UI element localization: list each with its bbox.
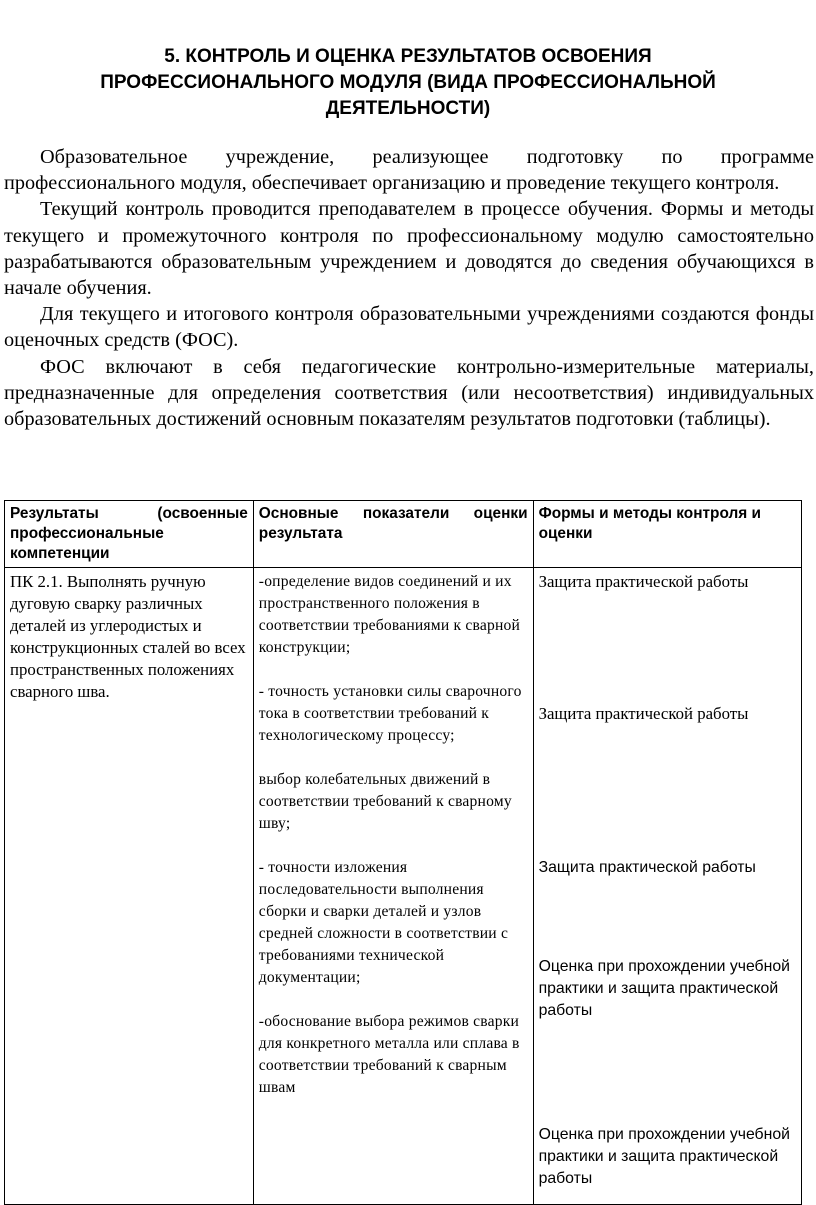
section-title [20,44,796,122]
method-item: Защита практической работы [538,859,756,876]
method-item: Защита практической работы [538,572,749,591]
paragraph-fos-contents: ФОС включают в себя педагогические контрольно-измерительные материалы, предназначенные для определения соответствия (или несоответствия) индивидуальных образовательных достижений основным показателям результатов подготовки (таблицы). [4,355,814,431]
method-item: Оценка при прохождении учебной практики и защита практической работы [538,1126,790,1187]
header-results: Результаты (освоенные профессиональные компетенции [5,501,254,568]
method-item: Защита практической работы [538,704,749,723]
indicator-item: выбор колебательных движений в соответствии требований к сварному шву; [258,771,512,832]
table-row [5,568,802,1205]
header-methods: Формы и методы контроля и оценки [533,501,801,568]
indicators-cell [253,568,533,1205]
assessment-table [4,500,802,1205]
paragraph-assessment-funds: Для текущего и итогового контроля образовательными учреждениями создаются фонды оценочных средств (ФОС). [4,303,814,352]
indicator-item: - точность установки силы сварочного тока в соответствии требований к технологическому процессу; [258,683,522,744]
indicator-item: - точности изложения последовательности выполнения сборки и сварки деталей и узлов средней сложности в соответствии с требованиями технической документации; [258,859,509,986]
section-title-line-3: ДЕЯТЕЛЬНОСТИ) [325,98,491,119]
paragraph-current-control: Текущий контроль проводится преподавателем в процессе обучения. Формы и методы текущего и промежуточного контроля по профессиональному модулю самостоятельно разрабатываются образовательным учреждением и доводятся до сведения обучающихся в начале обучения. [4,198,814,300]
table-header-row [5,501,802,568]
header-indicators: Основные показатели оценки результата [253,501,533,568]
paragraph-organization: Образовательное учреждение, реализующее подготовку по программе профессионального модуля, обеспечивает организацию и проведение текущего контроля. [4,146,814,195]
body-text [4,144,814,432]
result-cell: ПК 2.1. Выполнять ручную дуговую сварку различных деталей из углеродистых и конструкционных сталей во всех пространственных положениях сварного шва. [5,568,254,1205]
method-item: Оценка при прохождении учебной практики и защита практической работы [538,958,790,1019]
indicator-item: -обоснование выбора режимов сварки для конкретного металла или сплава в соответствии требований к сварным швам [258,1013,520,1096]
indicator-item: -определение видов соединений и их пространственного положения в соответствии требованиями к сварной конструкции; [258,573,521,656]
section-title-line-1: 5. КОНТРОЛЬ И ОЦЕНКА РЕЗУЛЬТАТОВ ОСВОЕНИЯ [164,46,652,67]
section-title-line-2: ПРОФЕССИОНАЛЬНОГО МОДУЛЯ (ВИДА ПРОФЕССИОНАЛЬНОЙ [100,72,716,93]
methods-cell [533,568,801,1205]
